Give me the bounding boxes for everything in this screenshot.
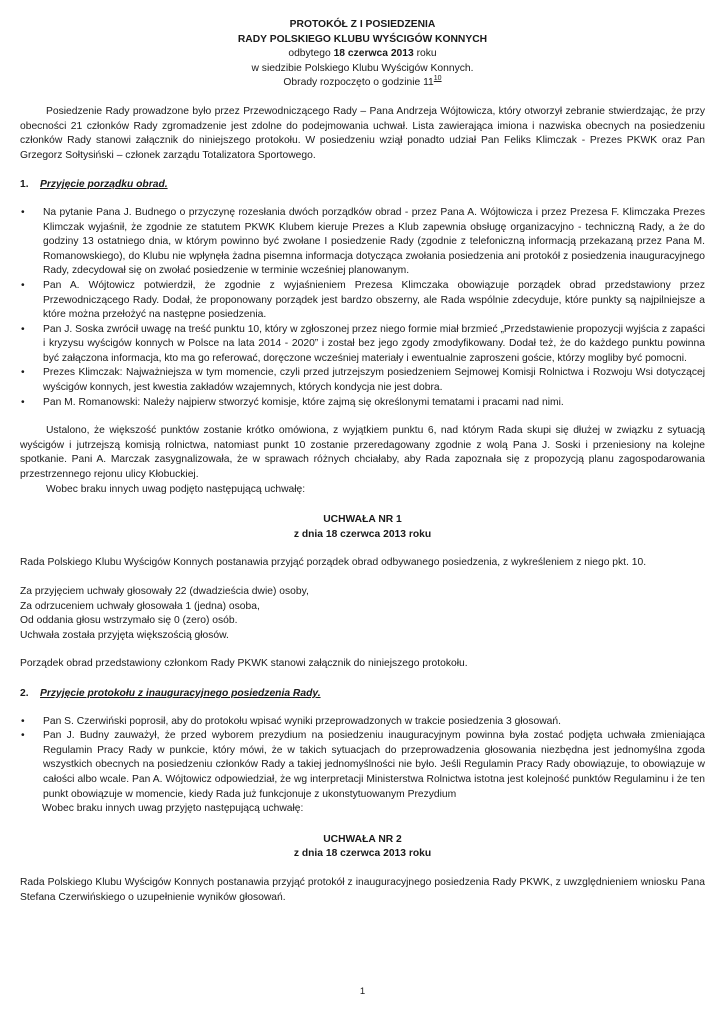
section-2-bullet-list: [20, 715, 705, 803]
bullet-icon: •: [21, 279, 25, 291]
list-item: • Pan J. Soska zwrócił uwagę na treść punktu 10, który w zgłoszonej przez niego formie miał brzmieć „Przedstawienie propozycji wyjścia z zapaści i kryzysu wyścigów konnych w Polsce na lata 2014 - 2020” i został bez jego zgody zmodyfikowany. Dodał też, że do każdego punktu powinna być załączona informacja, kto ma go referować, doręczone wcześniej materiały i ewentualnie zaproszeni goście, którzy mogliby być pomocni.: [20, 323, 705, 367]
section-1-bullet-list: [20, 206, 705, 410]
vote-line: Od oddania głosu wstrzymało się 0 (zero) osób.: [20, 615, 238, 627]
resolution-title: UCHWAŁA NR 1: [323, 514, 402, 526]
bullet-icon: •: [21, 730, 25, 742]
meeting-start-time: Obrady rozpoczęto o godzinie $11^{10}$: [283, 75, 442, 89]
list-item: • Pan S. Czerwiński poprosił, aby do protokołu wpisać wyniki przeprowadzonych w trakcie posiedzenia 3 głosowań.: [20, 715, 705, 730]
vote-result: Uchwała została przyjęta większością głosów.: [20, 629, 229, 641]
meeting-date: 18 czerwca 2013: [333, 48, 414, 60]
section-2-heading: [20, 687, 705, 702]
document-header: [20, 18, 705, 91]
section-1-heading: [20, 178, 705, 193]
meeting-location: w siedzibie Polskiego Klubu Wyścigów Konnych.: [251, 62, 474, 74]
bullet-icon: •: [21, 206, 25, 218]
intro-paragraph: Posiedzenie Rady prowadzone było przez Przewodniczącego Rady – Pana Andrzeja Wójtowicza, który otworzył zebranie stwierdzając, że przy obecności 21 członków Rady zgromadzenie jest zdolne do podejmowania uchwał. Lista zawierająca imiona i nazwiska obecnych na posiedzeniu członków Rady stanowi załącznik do niniejszego protokołu. W posiedzeniu wziął ponadto udział Pan Feliks Klimczak - Prezes PKWK oraz Pan Grzegorz Sołtysiński – członek zarządu Totalizatora Sportowego.: [20, 105, 705, 161]
vote-line: Za przyjęciem uchwały głosowały 22 (dwadzieścia dwie) osoby,: [20, 586, 309, 597]
bullet-icon: •: [21, 396, 25, 408]
section-1-paragraph: Ustalono, że większość punktów zostanie krótko omówiona, z wyjątkiem punktu 6, nad którym Rada skupi się dłużej w związku z sytuacją wyścigów i jutrzejszą komisją rolnictwa, natomiast punkt 10 zostanie przeredagowany zgodnie z wolą Pana J. Soski i przeniesiony na kolejne spotkanie. Pani A. Marczak zasygnalizowała, że w sprawach różnych chciałaby, aby Rada zapoznała się z propozycją planu zagospodarowania przestrzennego rejonu ulicy Kłobuckiej.: [20, 425, 705, 481]
bullet-icon: •: [21, 367, 25, 379]
resolution-1-votes: [20, 585, 705, 643]
list-item: • Prezes Klimczak: Najważniejsza w tym momencie, czyli przed jutrzejszym posiedzeniem Sejmowej Komisji Rolnictwa i Rozwoju Wsi dotyczącej wyścigów konnych, jest kwestia zakładów wzajemnych, których kondycja nie jest dobra.: [20, 366, 705, 395]
bullet-icon: •: [21, 715, 25, 727]
bullet-icon: •: [21, 323, 25, 335]
section-title: Przyjęcie protokołu z inauguracyjnego posiedzenia Rady.: [40, 687, 321, 699]
section-title: Przyjęcie porządku obrad.: [40, 179, 168, 191]
vote-line: Za odrzuceniem uchwały głosowała 1 (jedna) osoba,: [20, 600, 260, 612]
meeting-date-line: odbytego 18 czerwca 2013 roku: [288, 48, 437, 60]
page-number: 1: [359, 986, 366, 997]
list-item: • Pan J. Budny zauważył, że przed wyborem prezydium na posiedzeniu inauguracyjnym powinna była zostać podjęta uchwała zmieniająca Regulamin Pracy Rady w punkcie, który mówi, że w takich sytuacjach do przeprowadzenia głosowania niezbędna jest jednomyślna zgoda wszystkich obecnych na posiedzeniu członków Rady a takiej jednomyślności nie było. Jeśli Regulamin Pracy Rady obowiązuje, to obowiązuje w całości albo wcale. Pan A. Wójtowicz odpowiedział, że wg interpretacji Ministerstwa Rolnictwa istotna jest kolejność punktów Regulaminu i że ten punkt obowiązuje w momencie, kiedy Rada już funkcjonuje z ukonstytuowanym Prezydium: [20, 729, 705, 802]
section-number: 1.: [20, 179, 29, 191]
resolution-title: UCHWAŁA NR 2: [323, 833, 402, 845]
resolution-1-text: Rada Polskiego Klubu Wyścigów Konnych postanawia przyjąć porządek obrad odbywanego posiedzenia, z wykreśleniem z niego pkt. 10.: [20, 557, 647, 569]
resolution-2-text: Rada Polskiego Klubu Wyścigów Konnych postanawia przyjąć protokół z inauguracyjnego posiedzenia Rady PKWK, z uwzględnieniem wniosku Pana Stefana Czerwińskiego o uzupełnienie wyników głosowań.: [20, 876, 705, 903]
document-subtitle: RADY POLSKIEGO KLUBU WYŚCIGÓW KONNYCH: [237, 33, 488, 45]
list-item: • Pan A. Wójtowicz potwierdził, że zgodnie z wyjaśnieniem Prezesa Klimczaka obowiązuje porządek obrad przedstawiony przez Przewodniczącego Rady. Dodał, że proponowany porządek jest bardzo obszerny, ale Rada wspólnie zdecyduje, które punkty są najpilniejsze a które można przełożyć na następne posiedzenia.: [20, 279, 705, 323]
resolution-2-heading: [20, 833, 705, 862]
section-number: 2.: [20, 687, 29, 699]
start-time-minutes: 10: [433, 75, 442, 83]
section-1-lead: Wobec braku innych uwag podjęto następującą uchwałę:: [46, 483, 306, 495]
list-item: • Pan M. Romanowski: Należy najpierw stworzyć komisje, które zajmą się określonymi tematami i pracami nad nimi.: [20, 396, 705, 411]
list-item: • Na pytanie Pana J. Budnego o przyczynę rozesłania dwóch porządków obrad - przez Pana A. Wójtowicza i przez Prezesa F. Klimczaka Prezes Klimczak wyjaśnił, że zgodnie ze statutem PKWK Klubem kieruje Prezes a Klub zapewnia obsługę organizacyjno - techniczną Rady, a że do godziny 13 ostatniego dnia, w którym powinno być zwołane I posiedzenie Rady (zgodnie z telefoniczną informacją przekazaną przez Pana M. Romanowskiego), do Klubu nie wpłynęła żadna pisemna informacja dotycząca zwołania posiedzenia ani protokół z posiedzenia inauguracyjnego Rady, zdecydował się on zwołać posiedzenie w terminie wcześniej planowanym.: [20, 206, 705, 279]
resolution-1-heading: [20, 513, 705, 542]
resolution-date: z dnia 18 czerwca 2013 roku: [293, 528, 432, 540]
resolution-1-attachment: Porządek obrad przedstawiony członkom Rady PKWK stanowi załącznik do niniejszego protokołu.: [20, 658, 468, 670]
document-title: PROTOKÓŁ Z I POSIEDZENIA: [289, 19, 436, 30]
section-2-lead: Wobec braku innych uwag przyjęto następującą uchwałę:: [42, 803, 304, 815]
resolution-date: z dnia 18 czerwca 2013 roku: [293, 848, 432, 860]
